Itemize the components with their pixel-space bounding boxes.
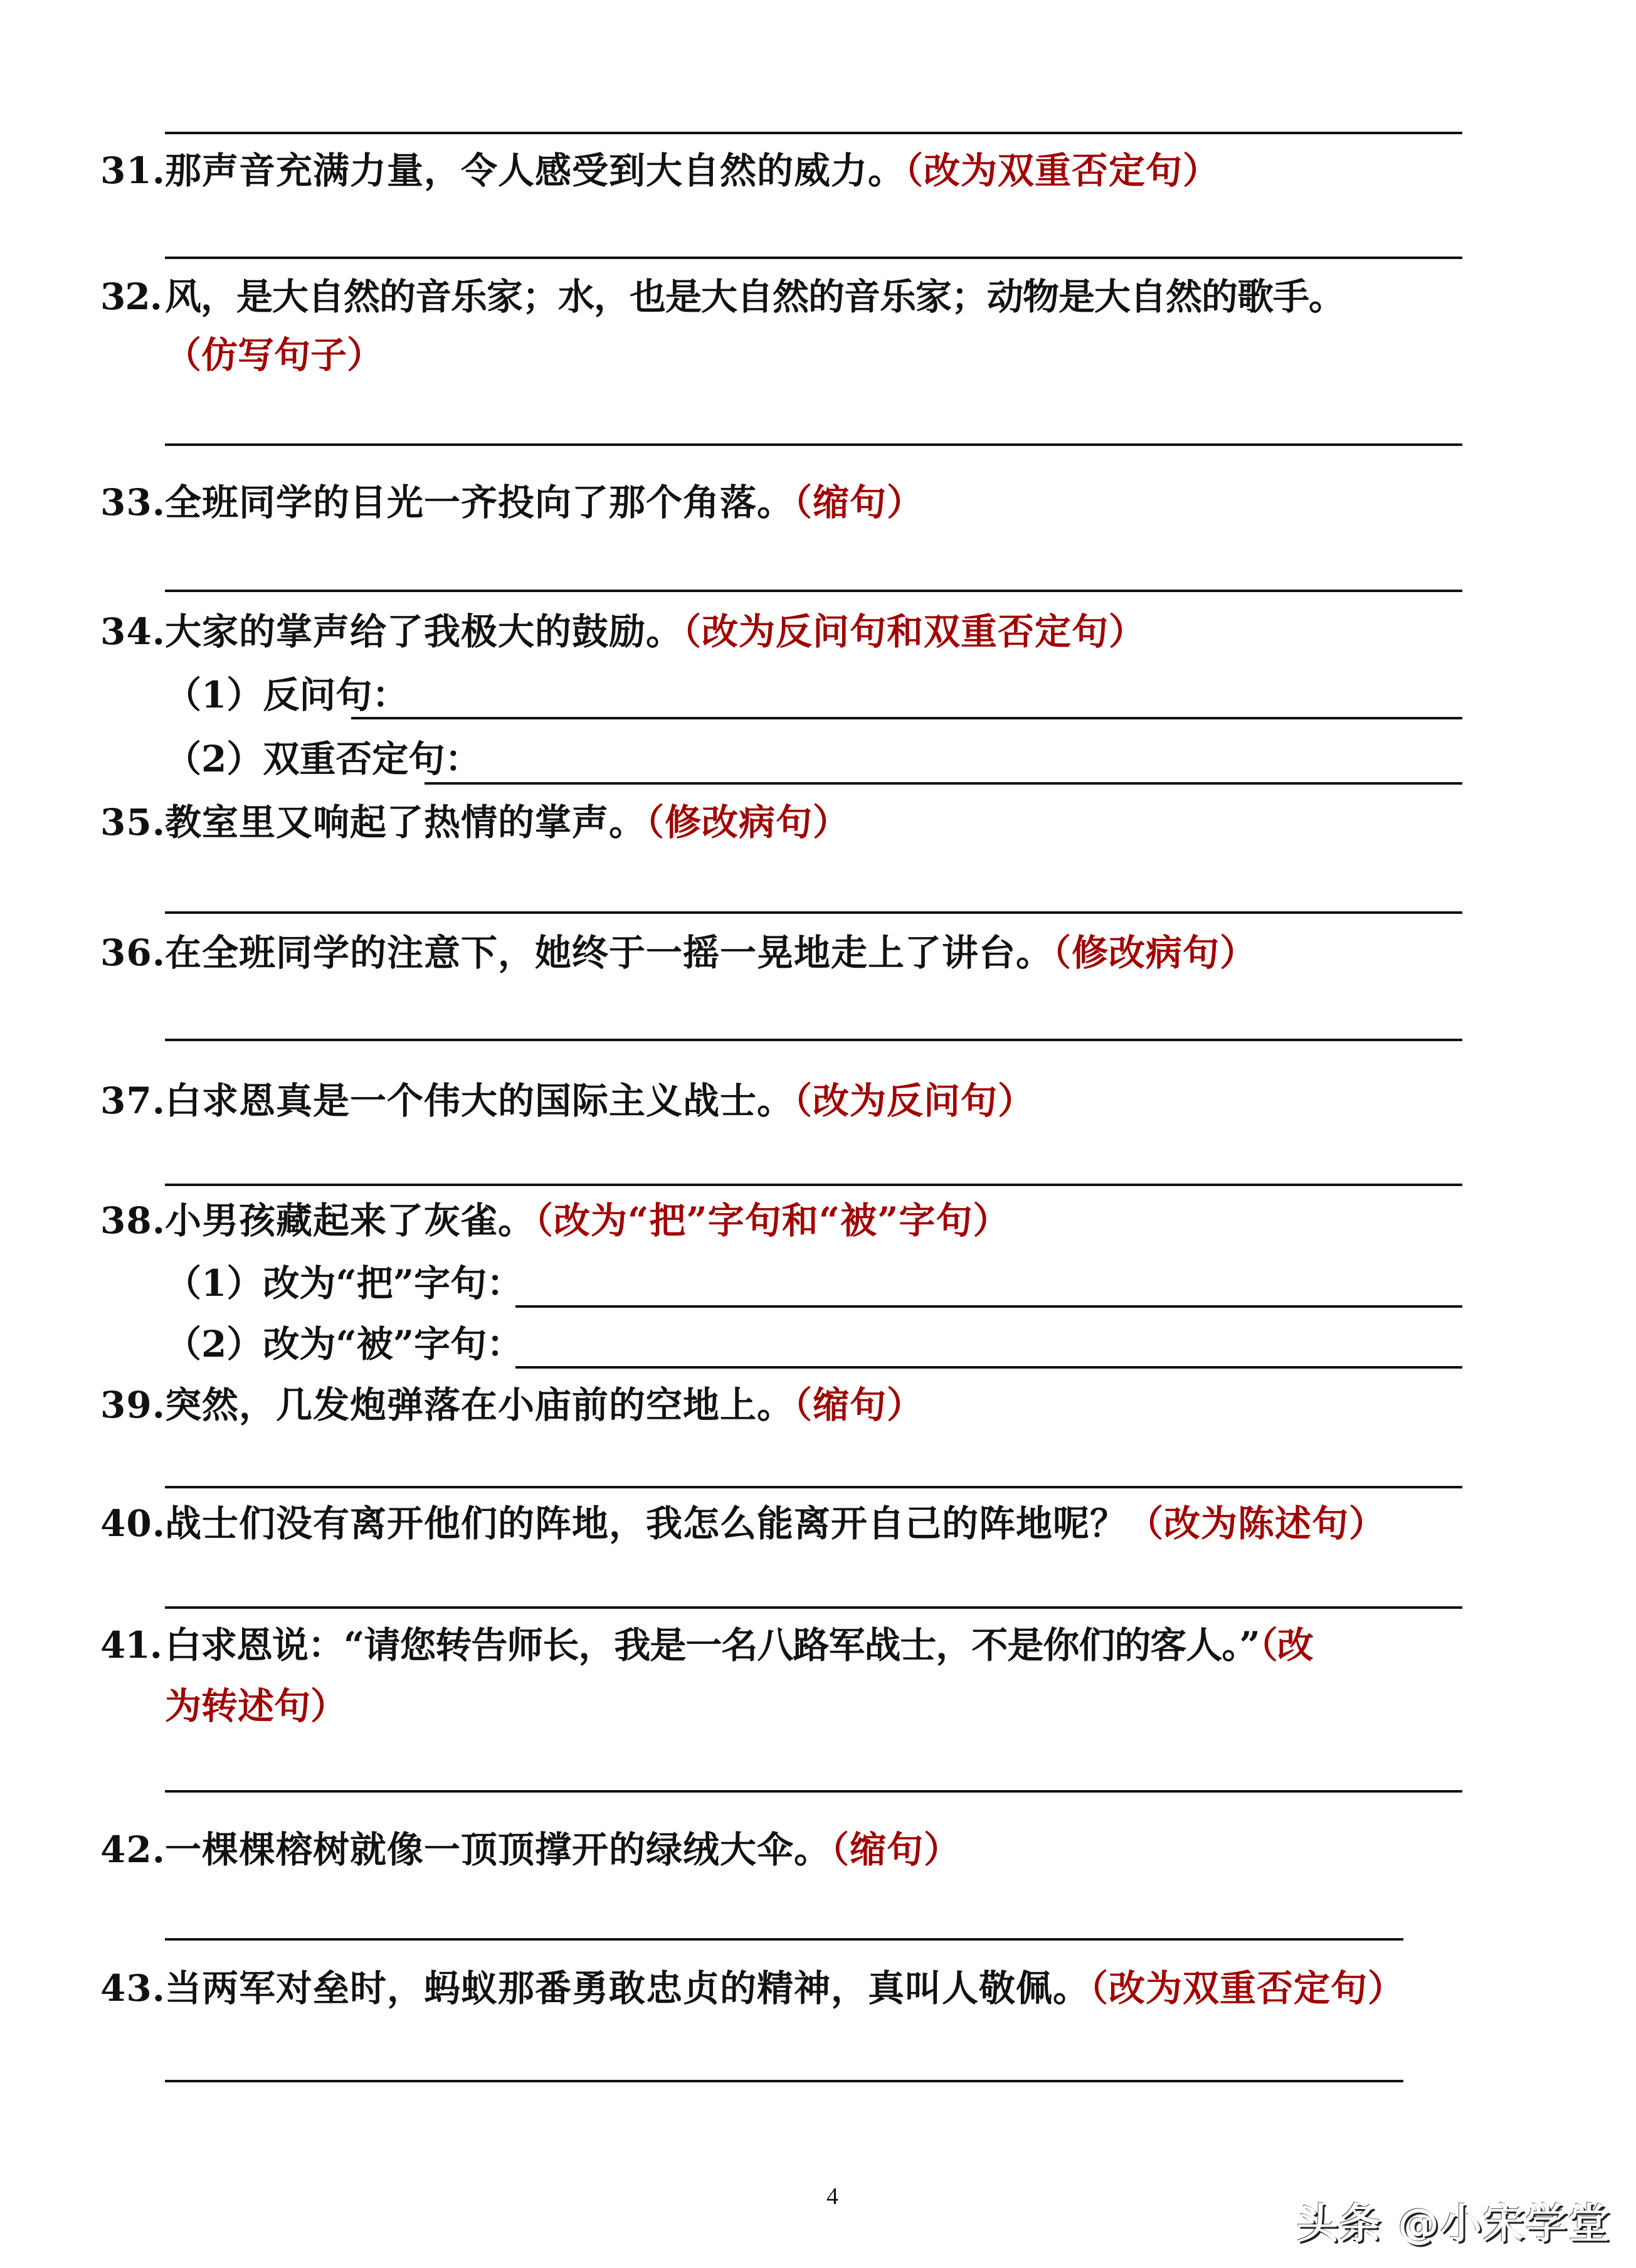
question-text: 那声音充满力量，令人感受到大自然的威力。: [165, 149, 905, 192]
question-41: [100, 1623, 1313, 1667]
sub-question-label: （1）改为“把”字句：: [165, 1262, 524, 1305]
answer-line-35[interactable]: [165, 911, 1462, 914]
question-instruction: （改为反问句和双重否定句）: [683, 610, 1146, 653]
question-instruction: （改为双重否定句）: [1090, 1967, 1405, 2010]
question-31: [100, 149, 1220, 193]
question-34: [100, 610, 1146, 654]
question-text: 当两军对垒时，蚂蚁那番勇敢忠贞的精神，真叫人敬佩。: [165, 1967, 1090, 2010]
question-text: 战士们没有离开他们的阵地，我怎么能离开自己的阵地呢？: [165, 1502, 1127, 1545]
question-instruction: （改为“把”字句和“被”字句）: [535, 1199, 1010, 1242]
answer-line-40[interactable]: [165, 1606, 1462, 1609]
question-36: [100, 931, 1257, 975]
answer-line-34-1[interactable]: [351, 717, 1462, 719]
answer-line-39[interactable]: [165, 1486, 1462, 1488]
question-number: 38.: [100, 1199, 166, 1242]
question-instruction: （缩句）: [831, 1828, 961, 1871]
question-40: [100, 1502, 1386, 1545]
question-instruction: （缩句）: [794, 481, 924, 524]
question-instruction: （修改病句）: [646, 801, 850, 844]
question-number: 36.: [100, 931, 166, 974]
question-instruction: （改为反问句）: [794, 1079, 1035, 1122]
answer-line-34-2[interactable]: [425, 782, 1462, 785]
question-35: [100, 800, 850, 844]
question-33: [100, 480, 924, 524]
question-instruction-continued: 为转述句）: [165, 1685, 347, 1727]
answer-line[interactable]: [165, 132, 1462, 134]
answer-line-37[interactable]: [165, 1184, 1462, 1186]
question-43: [100, 1966, 1405, 2010]
sub-question-label: （2）改为“被”字句：: [165, 1323, 524, 1365]
question-number: 43.: [100, 1967, 166, 2010]
answer-line-43[interactable]: [165, 2080, 1403, 2082]
question-instruction: （缩句）: [794, 1384, 924, 1426]
question-instruction: （改为双重否定句）: [905, 149, 1220, 192]
question-32: [100, 275, 1344, 319]
page-number: 4: [826, 2183, 838, 2210]
question-text: 突然，几发炮弹落在小庙前的空地上。: [165, 1384, 794, 1426]
answer-line-33[interactable]: [165, 590, 1462, 592]
answer-line-41[interactable]: [165, 1790, 1462, 1793]
watermark: 头条 @小宋学堂: [1297, 2200, 1611, 2248]
question-number: 35.: [100, 801, 166, 844]
question-number: 37.: [100, 1079, 166, 1122]
answer-line-42[interactable]: [165, 1938, 1403, 1941]
answer-line-38-2[interactable]: [515, 1366, 1462, 1369]
question-number: 32.: [100, 275, 162, 318]
question-text: 白求恩真是一个伟大的国际主义战士。: [165, 1079, 794, 1122]
question-text: 一棵棵榕树就像一顶顶撑开的绿绒大伞。: [165, 1828, 831, 1871]
sub-question-label: （1）反问句：: [165, 674, 409, 716]
answer-line-36[interactable]: [165, 1039, 1462, 1041]
question-instruction: （改为陈述句）: [1127, 1502, 1386, 1545]
question-37: [100, 1079, 1035, 1123]
question-number: 40.: [100, 1502, 166, 1545]
question-text: 小男孩藏起来了灰雀。: [165, 1199, 536, 1242]
question-42: [100, 1828, 961, 1872]
question-text: 大家的掌声给了我极大的鼓励。: [165, 610, 683, 653]
answer-line-31[interactable]: [165, 257, 1462, 259]
question-text: 教室里又响起了热情的掌声。: [165, 801, 646, 844]
question-text: 白求恩说：“请您转告师长，我是一名八路军战士，不是你们的客人。”: [165, 1624, 1260, 1667]
answer-line-38-1[interactable]: [515, 1305, 1462, 1308]
question-instruction: （修改病句）: [1053, 931, 1257, 974]
question-number: 42.: [100, 1828, 166, 1871]
question-39: [100, 1383, 924, 1427]
answer-line-32[interactable]: [165, 443, 1462, 446]
question-instruction: （改: [1259, 1624, 1313, 1667]
sub-question-label: （2）双重否定句：: [165, 738, 482, 780]
question-number: 41.: [100, 1624, 162, 1667]
question-number: 34.: [100, 610, 166, 653]
question-number: 31.: [100, 149, 166, 192]
question-text: 全班同学的目光一齐投向了那个角落。: [165, 481, 794, 524]
question-number: 33.: [100, 481, 166, 524]
question-text: 风，是大自然的音乐家；水，也是大自然的音乐家；动物是大自然的歌手。: [165, 275, 1345, 318]
question-number: 39.: [100, 1384, 166, 1426]
question-instruction: （仿写句子）: [165, 334, 384, 376]
question-38: [100, 1199, 1010, 1243]
question-text: 在全班同学的注意下，她终于一摇一晃地走上了讲台。: [165, 931, 1053, 974]
